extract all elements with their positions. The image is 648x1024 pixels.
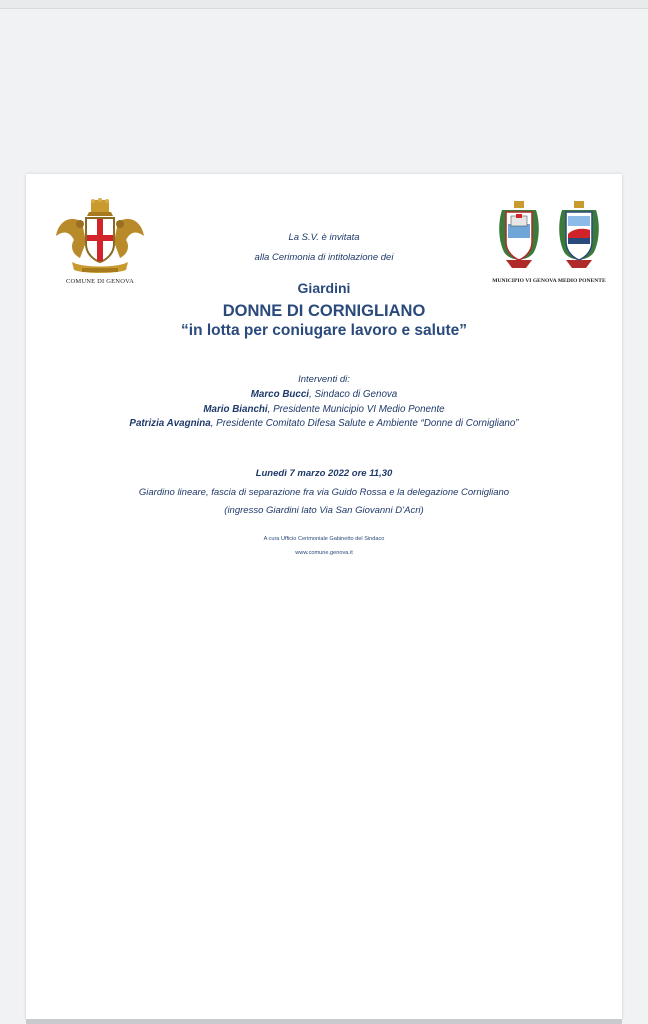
right-logo-caption: MUNICIPIO VI GENOVA MEDIO PONENTE (492, 278, 606, 284)
top-bar (0, 0, 648, 9)
footer-credit: A cura Ufficio Cerimoniale Gabinetto del Sindaco (263, 536, 385, 542)
title-giardini: Giardini (297, 280, 351, 296)
municipio-logo (490, 200, 608, 292)
speaker-3-role: , Presidente Comitato Difesa Salute e Ambiente “Donne di Cornigliano” (210, 418, 519, 429)
speaker-3 (26, 416, 622, 431)
title-subtitle: “in lotta per coniugare lavoro e salute” (181, 322, 467, 339)
interventions-heading: Interventi di: (298, 374, 350, 385)
speaker-2 (26, 402, 622, 417)
speaker-3-name: Patrizia Avagnina (129, 418, 211, 429)
footer-website[interactable]: www.comune.genova.it (295, 550, 353, 556)
bottom-page-edge (26, 1019, 622, 1024)
event-place: Giardino lineare, fascia di separazione fra via Guido Rossa e la delegazione Cornigliano (138, 487, 510, 498)
invitation-line-2: alla Cerimonia di intitolazione dei (254, 252, 394, 263)
speaker-2-name: Mario Bianchi (203, 404, 268, 415)
speaker-2-role: , Presidente Municipio VI Medio Ponente (267, 404, 445, 415)
event-entrance: (ingresso Giardini lato Via San Giovanni D’Acri) (224, 505, 424, 516)
speaker-1 (26, 387, 622, 402)
speaker-1-role: , Sindaco di Genova (309, 389, 398, 400)
invitation-line-1: La S.V. è invitata (288, 232, 360, 243)
event-date: Lunedì 7 marzo 2022 ore 11,30 (255, 468, 393, 479)
title-donne-di-cornigliano: DONNE DI CORNIGLIANO (222, 302, 426, 320)
comune-genova-logo (50, 198, 150, 292)
speaker-1-name: Marco Bucci (250, 389, 310, 400)
document-page (26, 174, 622, 1020)
left-logo-caption: COMUNE DI GENOVA (65, 278, 135, 285)
